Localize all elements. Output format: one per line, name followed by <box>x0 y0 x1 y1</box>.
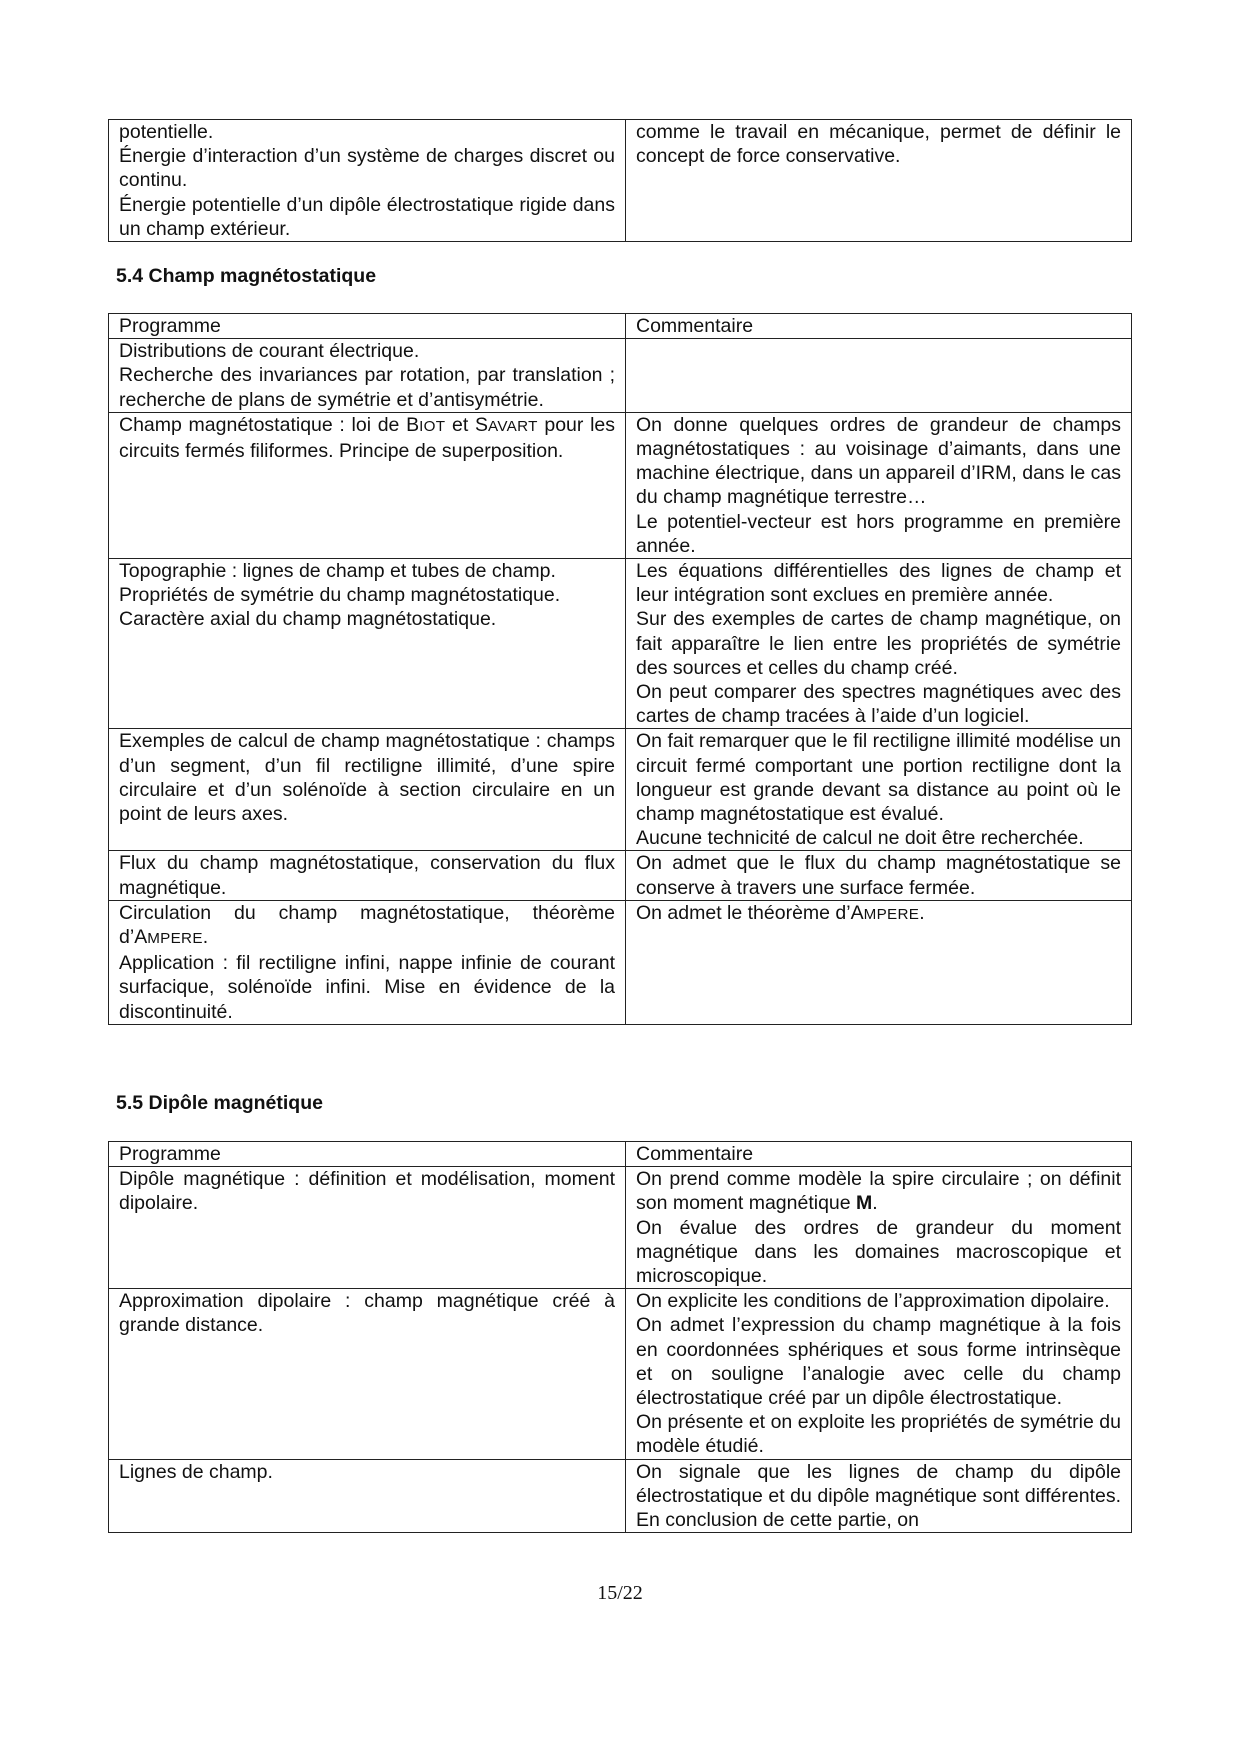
cell-line: On évalue des ordres de grandeur du moment magnétique dans les domaines macroscopique et microscopique. <box>636 1216 1121 1288</box>
programme-cell <box>109 1167 626 1289</box>
cell-line: Énergie d’interaction d’un système de charges discret ou continu. <box>119 145 615 192</box>
champ-magnetostatique-table <box>108 313 1132 1025</box>
cell-line: Les équations différentielles des lignes de champ et leur intégration sont exclues en première année. <box>636 560 1121 607</box>
table-header-row <box>109 1142 1132 1167</box>
programme-cell <box>109 1459 626 1533</box>
moment-symbol: M <box>856 1192 873 1215</box>
cell-line: Lignes de champ. <box>119 1460 273 1483</box>
table-row <box>109 1289 1132 1459</box>
page-number: 15/22 <box>597 1582 643 1604</box>
commentaire-cell <box>626 851 1132 900</box>
cell-line: On admet l’expression du champ magnétique à la fois en coordonnées sphériques et sous forme intrinsèque et on souligne l’analogie avec celle du champ électrostatique créé par un dipôle électrostatique. <box>636 1314 1121 1410</box>
commentaire-cell <box>626 412 1132 558</box>
cell-line: Champ magnétostatique : loi de BIOT et SAVART pour les circuits fermés filiformes. Principe de superposition. <box>119 413 615 463</box>
cell-line: Approximation dipolaire : champ magnétique créé à grande distance. <box>119 1290 615 1337</box>
programme-cell <box>109 900 626 1024</box>
cell-line: Aucune technicité de calcul ne doit être recherchée. <box>636 827 1084 850</box>
header-commentaire: Commentaire <box>626 1142 1132 1167</box>
cell-line: Application : fil rectiligne infini, nappe infinie de courant surfacique, solénoïde infini. Mise en évidence de la discontinuité. <box>119 952 615 1023</box>
table-row <box>109 851 1132 900</box>
cell-line: Le potentiel-vecteur est hors programme en première année. <box>636 510 1121 557</box>
table-row <box>109 120 1132 242</box>
commentaire-cell <box>626 339 1132 413</box>
table-row <box>109 412 1132 558</box>
cell-line: Caractère axial du champ magnétostatique. <box>119 608 497 631</box>
cell-line: Flux du champ magnétostatique, conservation du flux magnétique. <box>119 852 615 899</box>
programme-cell <box>109 729 626 851</box>
cell-line: On explicite les conditions de l’approximation dipolaire. <box>636 1290 1110 1313</box>
commentaire-cell <box>626 900 1132 1024</box>
programme-cell <box>109 851 626 900</box>
table-row <box>109 339 1132 413</box>
cell-line: Distributions de courant électrique. <box>119 340 420 363</box>
table-header-row <box>109 314 1132 339</box>
cell-line: Dipôle magnétique : définition et modélisation, moment dipolaire. <box>119 1168 615 1215</box>
commentaire-cell <box>626 559 1132 729</box>
header-programme: Programme <box>109 314 626 339</box>
section-heading: 5.5 Dipôle magnétique <box>116 1092 323 1114</box>
cell-line: On signale que les lignes de champ du dipôle électrostatique et du dipôle magnétique sont différentes. En conclusion de cette partie, on <box>636 1460 1121 1532</box>
table-row <box>109 729 1132 851</box>
cell-line: On présente et on exploite les propriétés de symétrie du modèle étudié. <box>636 1411 1121 1458</box>
cell-line: On fait remarquer que le fil rectiligne illimité modélise un circuit fermé comportant une portion rectiligne dont la longueur est grande devant sa distance au point où le champ magnétostatique est évalué. <box>636 730 1121 826</box>
cell-line: Sur des exemples de cartes de champ magnétique, on fait apparaître le lien entre les propriétés de symétrie des sources et celles du champ créé. <box>636 608 1121 679</box>
cell-line: comme le travail en mécanique, permet de définir le concept de force conservative. <box>636 121 1121 168</box>
programme-cell <box>109 1289 626 1459</box>
programme-cell <box>109 120 626 242</box>
cell-line: potentielle. <box>119 121 214 143</box>
programme-cell <box>109 412 626 558</box>
commentaire-cell <box>626 120 1132 242</box>
table-row <box>109 1459 1132 1533</box>
table-row <box>109 900 1132 1024</box>
cell-line: Circulation du champ magnétostatique, théorème d’AMPERE. <box>119 901 615 949</box>
continuation-table <box>108 119 1132 242</box>
programme-cell <box>109 339 626 413</box>
commentaire-cell <box>626 1167 1132 1289</box>
cell-line: Énergie potentielle d’un dipôle électrostatique rigide dans un champ extérieur. <box>119 193 615 240</box>
header-commentaire: Commentaire <box>626 314 1132 339</box>
cell-line: Propriétés de symétrie du champ magnétostatique. <box>119 584 561 607</box>
cell-line: On peut comparer des spectres magnétiques avec des cartes de champ tracées à l’aide d’un logiciel. <box>636 681 1121 728</box>
cell-line: Exemples de calcul de champ magnétostatique : champs d’un segment, d’un fil rectiligne illimité, d’une spire circulaire et d’un solénoïde à section circulaire en un point de leurs axes. <box>119 730 615 826</box>
cell-line: On donne quelques ordres de grandeur de champs magnétostatiques : au voisinage d’aimants, dans une machine électrique, dans un appareil d’IRM, dans le cas du champ magnétique terrestre… <box>636 413 1121 509</box>
cell-line: Recherche des invariances par rotation, par translation ; recherche de plans de symétrie et d’antisymétrie. <box>119 364 615 411</box>
cell-line: On admet que le flux du champ magnétostatique se conserve à travers une surface fermée. <box>636 852 1121 899</box>
header-programme: Programme <box>109 1142 626 1167</box>
cell-line: On prend comme modèle la spire circulaire ; on définit son moment magnétique M. <box>636 1168 1121 1215</box>
programme-cell <box>109 559 626 729</box>
cell-line: On admet le théorème d’AMPERE. <box>636 901 925 924</box>
dipole-magnetique-table <box>108 1141 1132 1533</box>
cell-line: Topographie : lignes de champ et tubes de champ. <box>119 560 556 583</box>
commentaire-cell <box>626 1289 1132 1459</box>
table-row <box>109 1167 1132 1289</box>
commentaire-cell <box>626 1459 1132 1533</box>
table-row <box>109 559 1132 729</box>
commentaire-cell <box>626 729 1132 851</box>
section-heading: 5.4 Champ magnétostatique <box>116 265 377 287</box>
